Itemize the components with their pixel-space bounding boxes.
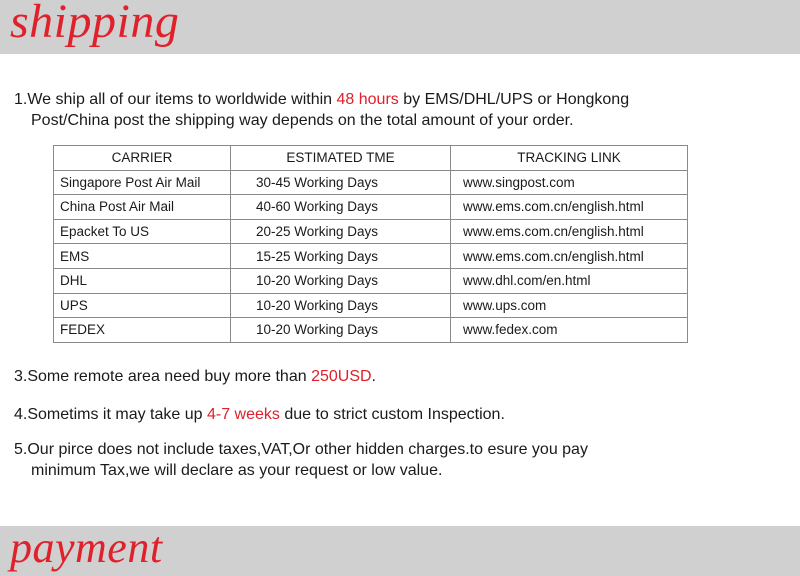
time-cell: 40-60 Working Days: [231, 195, 451, 220]
note-3-text: 3.Some remote area need buy more than: [14, 368, 312, 385]
link-cell[interactable]: www.ups.com: [451, 293, 688, 318]
note-3-text-after: .: [371, 368, 376, 385]
note-4-highlight: 4-7 weeks: [206, 406, 280, 423]
note-1-line2: Post/China post the shipping way depends on the total amount of your order.: [31, 112, 574, 129]
carrier-cell: China Post Air Mail: [54, 195, 231, 220]
note-1-text-after: by EMS/DHL/UPS or Hongkong: [398, 91, 630, 108]
time-cell: 30-45 Working Days: [231, 170, 451, 195]
carrier-cell: Epacket To US: [54, 219, 231, 244]
link-cell[interactable]: www.dhl.com/en.html: [451, 268, 688, 293]
table-row: [54, 268, 688, 293]
time-cell: 10-20 Working Days: [231, 293, 451, 318]
link-cell[interactable]: www.ems.com.cn/english.html: [451, 195, 688, 220]
link-cell[interactable]: www.singpost.com: [451, 170, 688, 195]
link-cell[interactable]: www.ems.com.cn/english.html: [451, 244, 688, 269]
shipping-table: [53, 145, 688, 343]
table-row: [54, 170, 688, 195]
note-3-highlight: 250USD: [311, 368, 372, 385]
note-5: [14, 439, 784, 481]
note-1-text: 1.We ship all of our items to worldwide within: [14, 91, 337, 108]
table-row: [54, 244, 688, 269]
header-tracking-link: TRACKING LINK: [451, 146, 688, 171]
note-4-text-after: due to strict custom Inspection.: [279, 406, 505, 423]
note-5-line1: 5.Our pirce does not include taxes,VAT,Or other hidden charges.to esure you pay: [14, 441, 588, 458]
table-header-row: [54, 146, 688, 171]
shipping-title: shipping: [10, 0, 180, 48]
carrier-cell: FEDEX: [54, 318, 231, 343]
note-1: [14, 89, 784, 131]
link-cell[interactable]: www.fedex.com: [451, 318, 688, 343]
header-carrier: CARRIER: [54, 146, 231, 171]
time-cell: 10-20 Working Days: [231, 318, 451, 343]
note-1-highlight: 48 hours: [336, 91, 399, 108]
note-5-line2: minimum Tax,we will declare as your request or low value.: [31, 462, 443, 479]
link-cell[interactable]: www.ems.com.cn/english.html: [451, 219, 688, 244]
carrier-cell: Singapore Post Air Mail: [54, 170, 231, 195]
table-row: [54, 195, 688, 220]
time-cell: 15-25 Working Days: [231, 244, 451, 269]
shipping-banner: [0, 0, 800, 54]
note-4: [14, 404, 784, 425]
carrier-cell: UPS: [54, 293, 231, 318]
time-cell: 10-20 Working Days: [231, 268, 451, 293]
payment-banner: [0, 523, 800, 576]
carrier-cell: EMS: [54, 244, 231, 269]
carrier-cell: DHL: [54, 268, 231, 293]
table-row: [54, 219, 688, 244]
table-row: [54, 318, 688, 343]
table-row: [54, 293, 688, 318]
time-cell: 20-25 Working Days: [231, 219, 451, 244]
note-4-text: 4.Sometims it may take up: [14, 406, 207, 423]
payment-title: payment: [10, 523, 163, 572]
note-3: [14, 366, 784, 387]
header-estimated-time: ESTIMATED TME: [231, 146, 451, 171]
